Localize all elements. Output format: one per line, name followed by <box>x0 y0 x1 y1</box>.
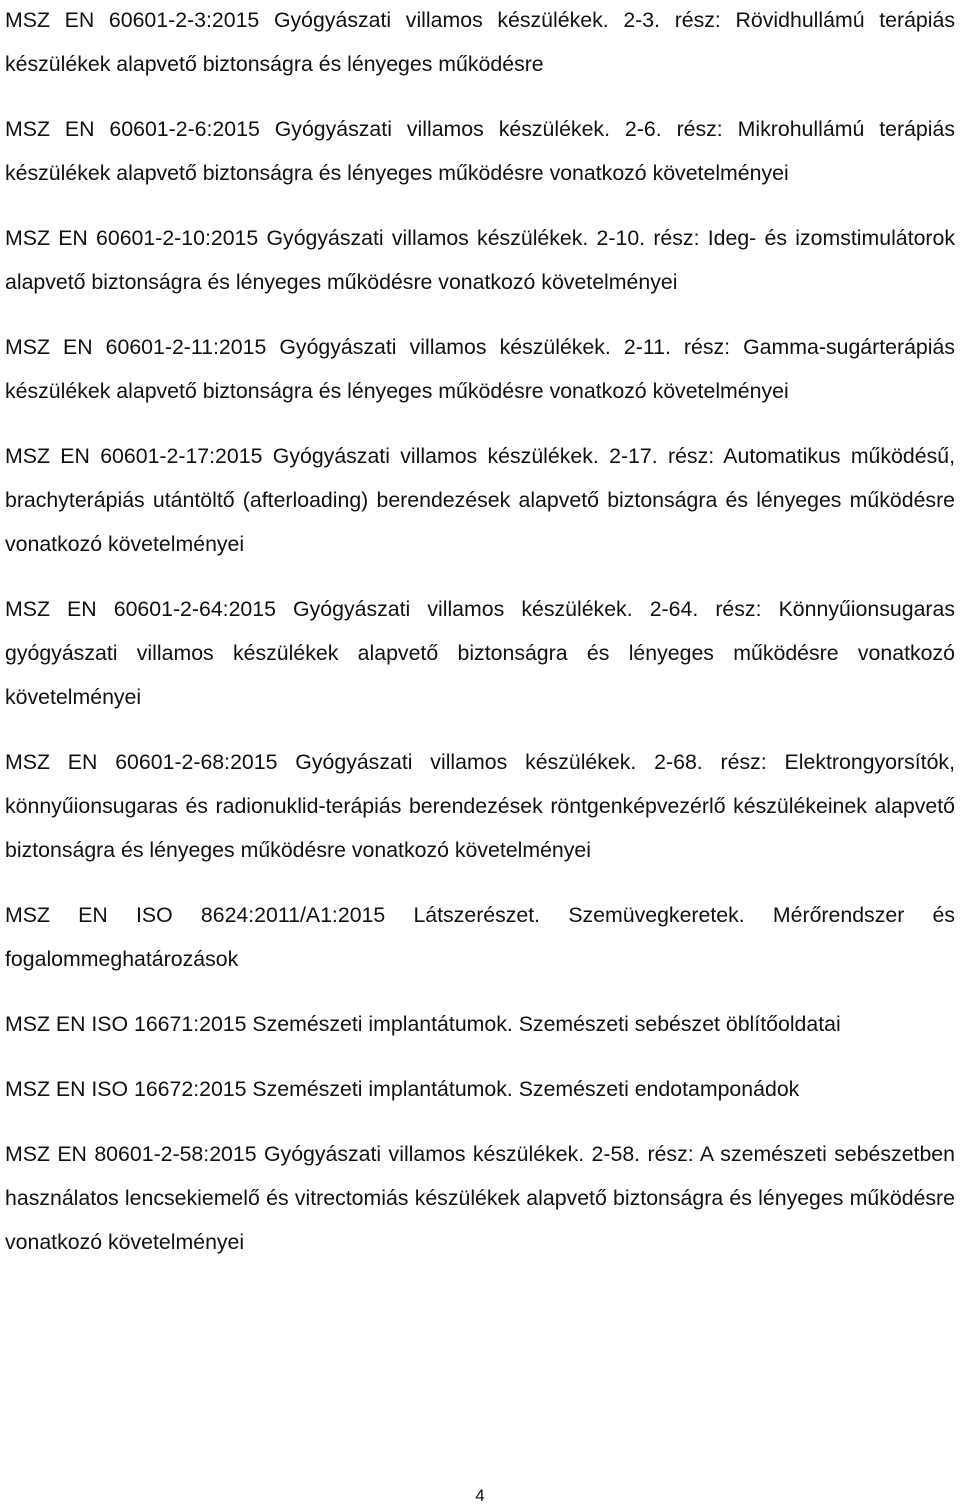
standard-entry: MSZ EN 60601-2-17:2015 Gyógyászati villamos készülékek. 2-17. rész: Automatikus működésű, brachyterápiás utántöltő (afterloading) berendezések alapvető biztonságra és lényeges működésre vonatkozó követelményei <box>5 444 955 556</box>
standard-entry: MSZ EN 80601-2-58:2015 Gyógyászati villamos készülékek. 2-58. rész: A szemészeti sebészetben használatos lencsekiemelő és vitrectomiás készülékek alapvető biztonságra és lényeges működésre vonatkozó követelményei <box>5 1142 955 1254</box>
standard-entry: MSZ EN 60601-2-68:2015 Gyógyászati villamos készülékek. 2-68. rész: Elektrongyorsítók, könnyűionsugaras és radionuklid-terápiás berendezések röntgenképvezérlő készülékeinek alapvető biztonságra és lényeges működésre vonatkozó követelményei <box>5 750 955 862</box>
standard-entry: MSZ EN 60601-2-64:2015 Gyógyászati villamos készülékek. 2-64. rész: Könnyűionsugaras gyógyászati villamos készülékek alapvető biztonságra és lényeges működésre vonatkozó követelményei <box>5 597 955 709</box>
standard-entry: MSZ EN ISO 8624:2011/A1:2015 Látszerészet. Szemüvegkeretek. Mérőrendszer és fogalommeghatározások <box>5 903 955 971</box>
standard-entry: MSZ EN 60601-2-11:2015 Gyógyászati villamos készülékek. 2-11. rész: Gamma-sugárterápiás készülékek alapvető biztonságra és lényeges működésre vonatkozó követelményei <box>5 335 955 403</box>
standard-entry: MSZ EN 60601-2-3:2015 Gyógyászati villamos készülékek. 2-3. rész: Rövidhullámú terápiás készülékek alapvető biztonságra és lényeges működésre <box>5 8 955 76</box>
document-page <box>5 0 955 1285</box>
page-number: 4 <box>475 1486 485 1505</box>
standard-entry: MSZ EN 60601-2-6:2015 Gyógyászati villamos készülékek. 2-6. rész: Mikrohullámú terápiás készülékek alapvető biztonságra és lényeges működésre vonatkozó követelményei <box>5 117 955 185</box>
standard-entry: MSZ EN 60601-2-10:2015 Gyógyászati villamos készülékek. 2-10. rész: Ideg- és izomstimulátorok alapvető biztonságra és lényeges működésre vonatkozó követelményei <box>5 226 955 294</box>
standard-entry: MSZ EN ISO 16671:2015 Szemészeti implantátumok. Szemészeti sebészet öblítőoldatai <box>5 1012 841 1036</box>
standard-entry: MSZ EN ISO 16672:2015 Szemészeti implantátumok. Szemészeti endotamponádok <box>5 1077 800 1101</box>
